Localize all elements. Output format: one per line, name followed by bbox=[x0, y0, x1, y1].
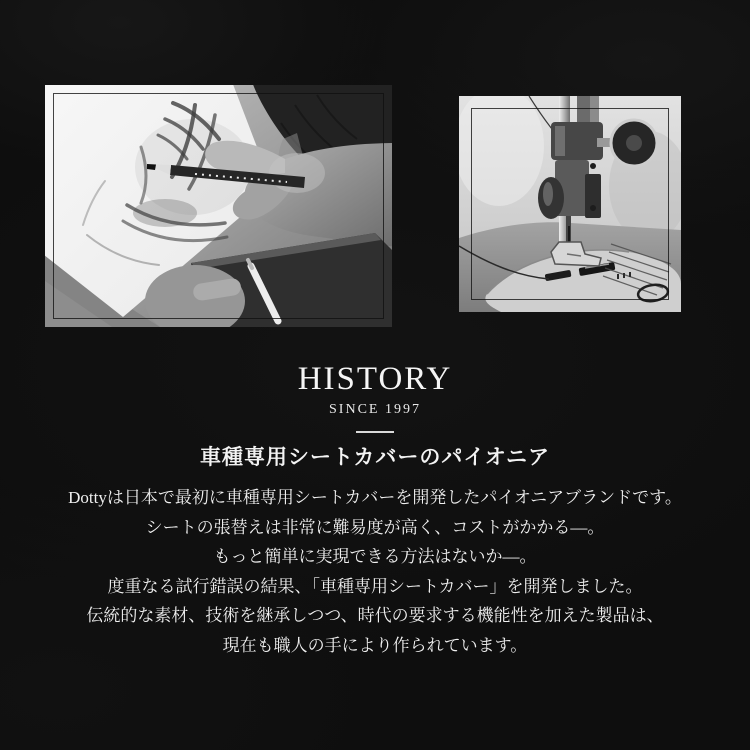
history-paragraph bbox=[0, 483, 750, 660]
paragraph-line: 伝統的な素材、技術を継承しつつ、時代の要求する機能性を加えた製品は、 bbox=[86, 606, 664, 625]
paragraph-line: Dottyは日本で最初に車種専用シートカバーを開発したパイオニアブランドです。 bbox=[68, 488, 682, 507]
paragraph-line: 度重なる試行錯誤の結果、「車種専用シートカバー」を開発しました。 bbox=[107, 576, 643, 596]
history-subtitle: 車種専用シートカバーのパイオニア bbox=[200, 445, 550, 469]
history-since-label: SINCE 1997 bbox=[329, 402, 421, 417]
sewing-machine-photo bbox=[459, 96, 681, 312]
paragraph-line: シートの張替えは非常に難易度が高く、コストがかかる—。 bbox=[145, 517, 605, 537]
paragraph-line: 現在も職人の手により作られています。 bbox=[222, 635, 528, 655]
divider-line bbox=[356, 431, 394, 433]
sewing-machine-closeup-photo-icon bbox=[459, 96, 681, 312]
hand-sketching-seat-design-photo-icon bbox=[45, 85, 392, 327]
history-title: HISTORY bbox=[297, 361, 453, 397]
paragraph-line: もっと簡単に実現できる方法はないか—。 bbox=[213, 547, 537, 566]
sketch-photo bbox=[45, 85, 392, 327]
history-content bbox=[0, 363, 750, 660]
